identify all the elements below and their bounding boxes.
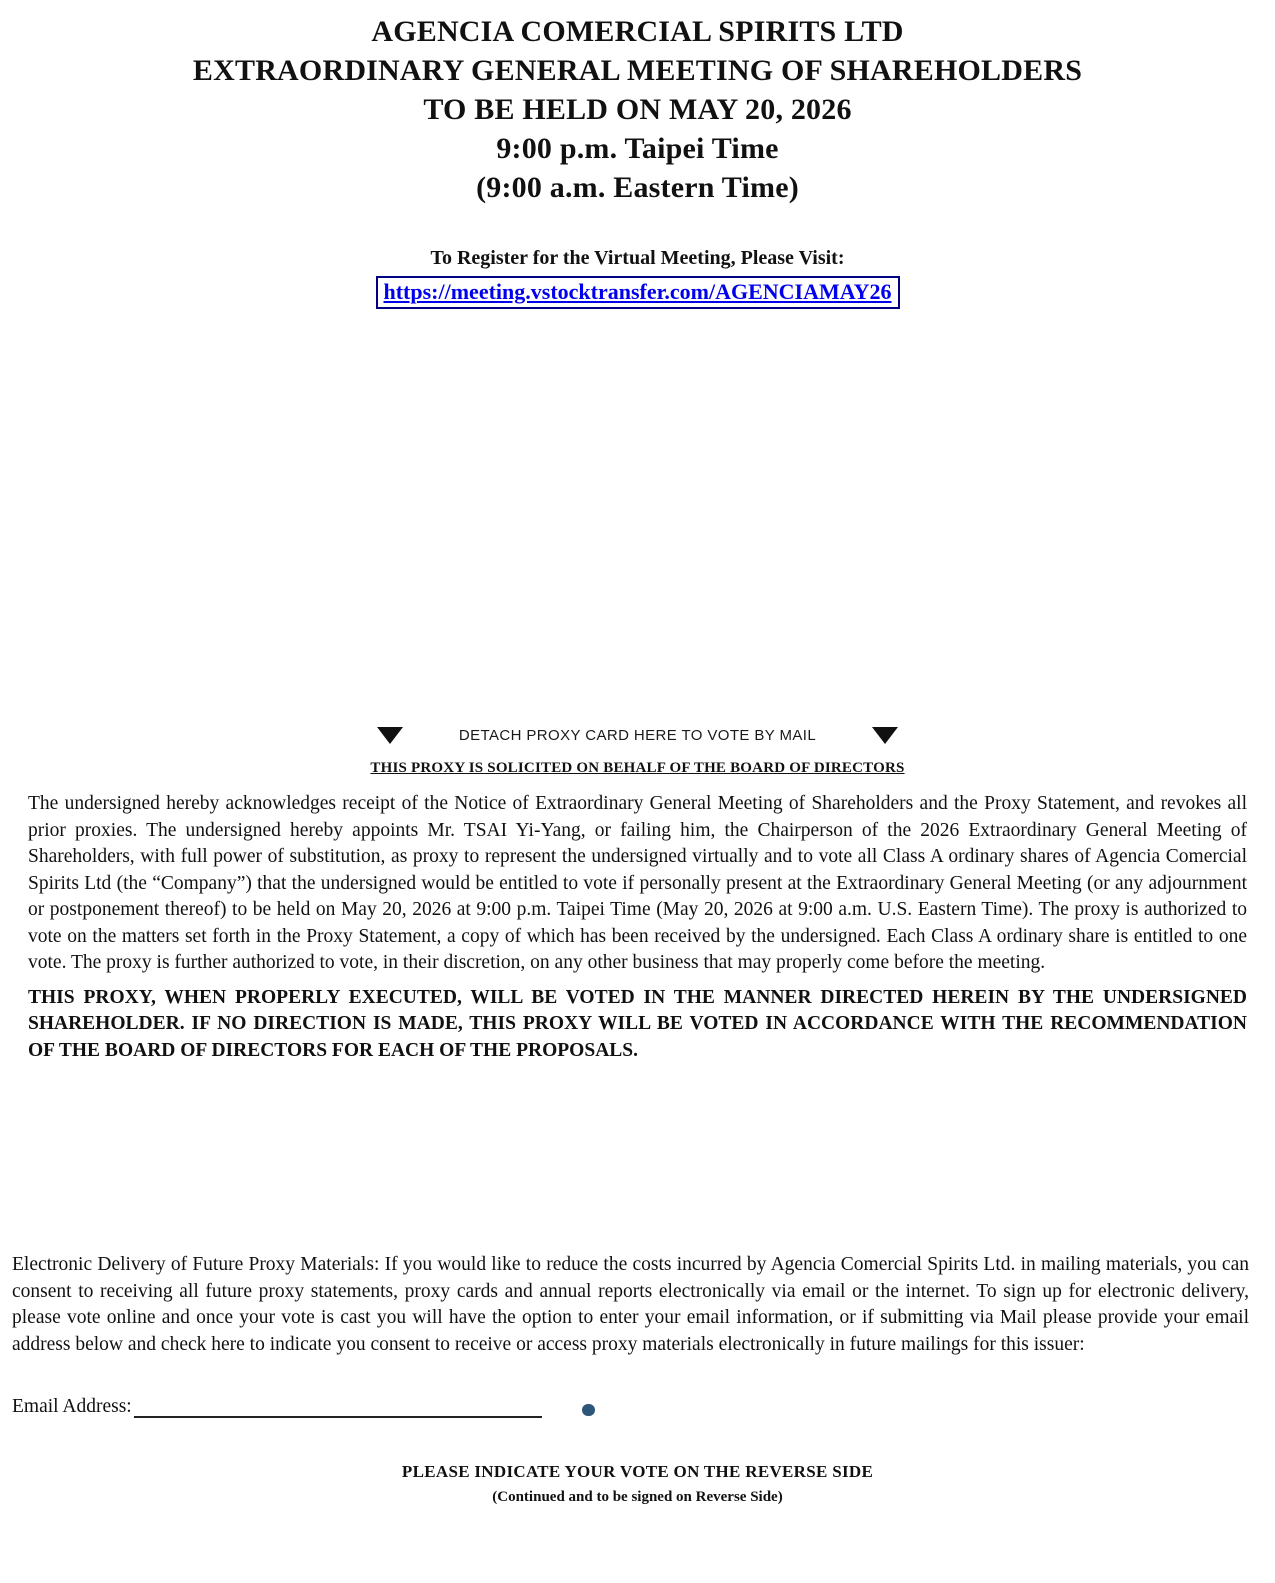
electronic-delivery-checkbox[interactable]	[582, 1404, 595, 1416]
company-name: AGENCIA COMERCIAL SPIRITS LTD	[371, 15, 904, 48]
detach-instruction: DETACH PROXY CARD HERE TO VOTE BY MAIL	[458, 727, 817, 744]
electronic-delivery-paragraph: Electronic Delivery of Future Proxy Materials: If you would like to reduce the costs incurred by Agencia Comercial Spirits Ltd. in mailing materials, you can consent to receiving all future proxy statements, proxy cards and annual reports electronically via email or the internet. To sign up for electronic delivery, please vote online and once your vote is cast you will have the option to enter your email information, or if submitting via Mail please provide your email address below and check here to indicate you consent to receive or access proxy materials electronically in future mailings for this issuer:	[12, 1254, 1249, 1355]
registration-link-box	[376, 276, 900, 309]
detach-arrow-right-icon	[872, 727, 898, 744]
detach-arrow-left-icon	[377, 727, 403, 744]
footer-vote-instruction: PLEASE INDICATE YOUR VOTE ON THE REVERSE SIDE	[401, 1462, 874, 1481]
meeting-time-eastern: (9:00 a.m. Eastern Time)	[476, 171, 799, 204]
document-footer	[0, 1462, 1275, 1520]
registration-link-wrap	[0, 276, 1275, 309]
meeting-time-taipei: 9:00 p.m. Taipei Time	[496, 132, 779, 165]
registration-link[interactable]: https://meeting.vstocktransfer.com/AGENCIAMAY26	[383, 279, 892, 304]
meeting-date: TO BE HELD ON MAY 20, 2026	[423, 93, 852, 126]
email-address-label: Email Address:	[12, 1396, 132, 1417]
detach-row	[0, 727, 1275, 744]
proxy-bold-notice: THIS PROXY, WHEN PROPERLY EXECUTED, WILL BE VOTED IN THE MANNER DIRECTED HEREIN BY THE UNDERSIGNED SHAREHOLDER. IF NO DIRECTION IS MADE, THIS PROXY WILL BE VOTED IN ACCORDANCE WITH THE RECOMMENDATION OF THE BOARD OF DIRECTORS FOR EACH OF THE PROPOSALS.	[28, 986, 1247, 1061]
footer-continued-note: (Continued and to be signed on Reverse Side)	[492, 1489, 783, 1505]
proxy-solicitation-heading: THIS PROXY IS SOLICITED ON BEHALF OF THE BOARD OF DIRECTORS	[370, 760, 905, 776]
email-address-field[interactable]	[134, 1396, 542, 1418]
email-row	[12, 1396, 1275, 1418]
document-header	[0, 0, 1275, 207]
proxy-body-paragraph: The undersigned hereby acknowledges receipt of the Notice of Extraordinary General Meeting of Shareholders and the Proxy Statement, and revokes all prior proxies. The undersigned hereby appoints Mr. TSAI Yi-Yang, or failing him, the Chairperson of the 2026 Extraordinary General Meeting of Shareholders, with full power of substitution, as proxy to represent the undersigned virtually and to vote all Class A ordinary shares of Agencia Comercial Spirits Ltd (the “Company”) that the undersigned would be entitled to vote if personally present at the Extraordinary General Meeting (or any adjournment or postponement thereof) to be held on May 20, 2026 at 9:00 p.m. Taipei Time (May 20, 2026 at 9:00 a.m. U.S. Eastern Time). The proxy is authorized to vote on the matters set forth in the Proxy Statement, a copy of which has been received by the undersigned. Each Class A ordinary share is entitled to one vote. The proxy is further authorized to vote, in their discretion, on any other business that may properly come before the meeting.	[28, 793, 1247, 973]
registration-instruction: To Register for the Virtual Meeting, Please Visit:	[430, 247, 845, 269]
meeting-title: EXTRAORDINARY GENERAL MEETING OF SHAREHOLDERS	[192, 54, 1083, 87]
